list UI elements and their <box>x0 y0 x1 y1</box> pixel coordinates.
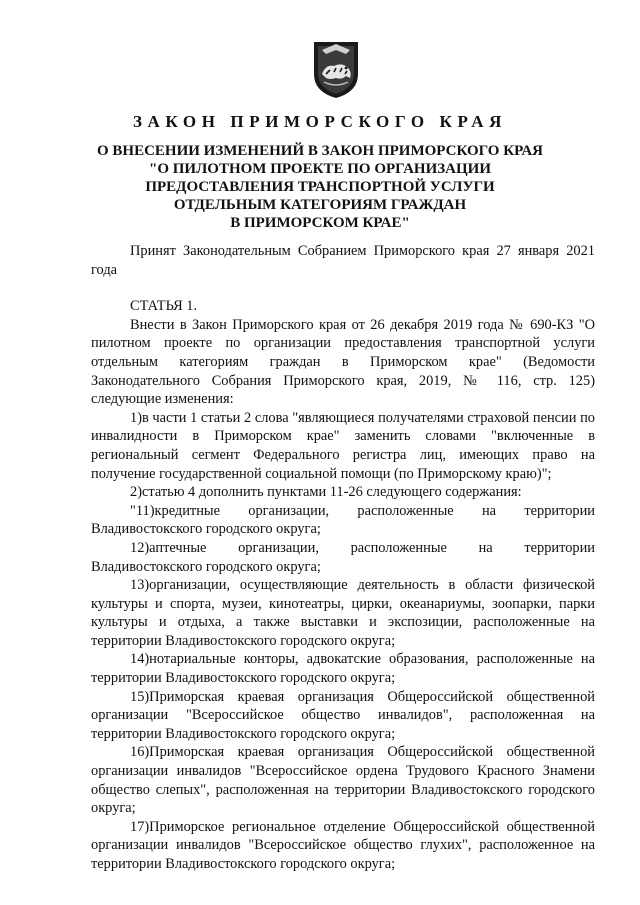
amendment-item: 16)Приморская краевая организация Общероссийской общественной организации инвалидов "Всероссийское ордена Трудового Красного Знамени общество слепых", расположенная на территории Владивостокского городского округа; <box>91 744 595 817</box>
primorsky-krai-coat-of-arms-icon <box>312 40 360 100</box>
subtitle-line: О ВНЕСЕНИИ ИЗМЕНЕНИЙ В ЗАКОН ПРИМОРСКОГО КРАЯ <box>97 143 543 159</box>
amendment-item: 17)Приморское региональное отделение Общероссийской общественной организации инвалидов "Всероссийское общество глухих", расположенное на территории Владивостокского городского округа; <box>91 818 595 872</box>
subtitle-line: ПРЕДОСТАВЛЕНИЯ ТРАНСПОРТНОЙ УСЛУГИ <box>145 179 495 195</box>
subtitle-line: ОТДЕЛЬНЫМ КАТЕГОРИЯМ ГРАЖДАН <box>173 197 467 213</box>
amendment-item: 12)аптечные организации, расположенные на территории Владивостокского городского округа; <box>91 539 595 575</box>
article-intro: Внести в Закон Приморского края от 26 декабря 2019 года № 690-КЗ "О пилотном проекте по организации предоставления транспортной услуги отдельным категориям граждан в Приморском крае" (Ведомости Законодательного Собрания Приморского края, 2019, № 116, стр. 125) следующие изменения: <box>91 316 595 408</box>
subtitle-line: В ПРИМОРСКОМ КРАЕ" <box>230 215 410 231</box>
law-title: ЗАКОН ПРИМОРСКОГО КРАЯ <box>132 112 508 131</box>
adoption-statement: Принят Законодательным Собранием Приморского края 27 января 2021 года <box>91 243 595 278</box>
amendment-item: 13)организации, осуществляющие деятельность в области физической культуры и спорта, музеи, кинотеатры, цирки, океанариумы, зоопарки, парки культуры и отдыха, а также выставки и экспозиции, расположенные на территории Владивостокского городского округа; <box>91 577 595 649</box>
amendment-item: 2)статью 4 дополнить пунктами 11-26 следующего содержания: <box>130 484 522 501</box>
law-body <box>91 242 595 874</box>
amendment-item: 15)Приморская краевая организация Общероссийской общественной организации "Всероссийское общество инвалидов", расположенная на территории Владивостокского городского округа; <box>91 688 595 742</box>
article-heading: СТАТЬЯ 1. <box>130 298 198 315</box>
amendment-item: 1)в части 1 статьи 2 слова "являющиеся получателями страховой пенсии по инвалидности в Приморском крае" заменить словами "включенные в региональный сегмент Федерального регистра лиц, имеющих право на получение государственной социальной помощи (по Приморскому краю)"; <box>91 409 595 482</box>
amendment-item: "11)кредитные организации, расположенные на территории Владивостокского городского округа; <box>91 502 595 538</box>
law-subtitle <box>60 142 580 232</box>
amendment-item: 14)нотариальные конторы, адвокатские образования, расположенные на территории Владивостокского городского округа; <box>91 651 595 687</box>
subtitle-line: "О ПИЛОТНОМ ПРОЕКТЕ ПО ОРГАНИЗАЦИИ <box>149 161 491 177</box>
